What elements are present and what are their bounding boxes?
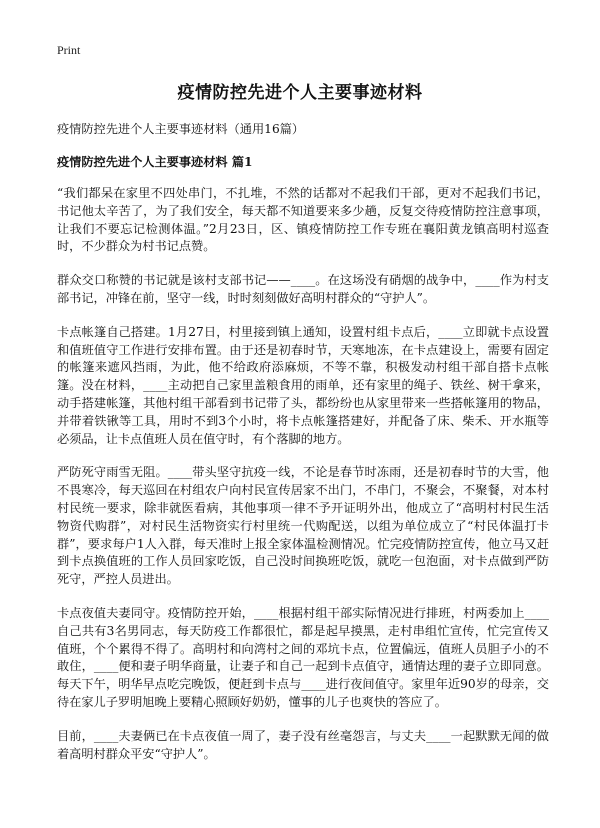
document-body: [57, 185, 549, 779]
paragraph: 卡点帐篷自己搭建。1月27日，村里接到镇上通知，设置村组卡点后，____立即就卡点设置和值班值守工作进行安排布置。由于还是初春时节，天寒地冻，在卡点建设上，需要有固定的帐篷来遮风挡雨，为此，他不给政府添麻烦，不等不靠，积极发动村组干部自搭卡点帐篷。没在材料，____主动把自己家里盖粮食用的雨单，还有家里的绳子、铁丝、树干拿来，动手搭建帐篷，其他村组干部看到书记带了头，都纷纷也从家里带来一些搭帐篷用的物品，并带着铁锹等工具，用时不到3个小时，将卡点帐篷搭建好，并配备了床、柴禾、开水瓶等必须品，让卡点值班人员在值守时，有个落脚的地方。: [57, 324, 549, 446]
paragraph: 目前，____夫妻俩已在卡点夜值一周了，妻子没有丝毫怨言，与丈夫____一起默默无闻的做着高明村群众平安“守护人”。: [57, 728, 549, 761]
paragraph: 严防死守雨雪无阻。____带头坚守抗疫一线，不论是春节时冻雨，还是初春时节的大雪，他不畏寒冷，每天巡回在村组农户向村民宣传居家不出门，不串门，不聚会，不聚餐，对本村村民统一要求，除非就医看病，其他事项一律不予开证明外出，他成立了“高明村村民生活物资代购群”，对村民生活物资实行村里统一代购配送，以组为单位成立了“村民体温打卡群”，要求每户1人入群，每天准时上报全家体温检测情况。忙完疫情防控宣传，他立马又赶到卡点换值班的工作人员回家吃饭，自己没时间换班吃饭，就吃一包泡面，对卡点做到严防死守，严控人员进出。: [57, 465, 549, 587]
document-subtitle: 疫情防控先进个人主要事迹材料（通用16篇）: [57, 122, 305, 136]
print-link[interactable]: Print: [57, 43, 81, 57]
section-heading: 疫情防控先进个人主要事迹材料 篇1: [57, 155, 253, 169]
document-title: 疫情防控先进个人主要事迹材料: [177, 83, 423, 103]
paragraph: 群众交口称赞的书记就是该村支部书记——____。在这场没有硝烟的战争中，____作为村支部书记，冲锋在前，坚守一线，时时刻刻做好高明村群众的“守护人”。: [57, 273, 549, 305]
paragraph: “我们都呆在家里不四处串门，不扎堆，不然的话都对不起我们干部，更对不起我们书记，书记他太辛苦了，为了我们安全，每天都不知道要来多少趟，反复交待疫情防控注意事项，让我们不要忘记检测体温。”2月23日，区、镇疫情防控工作专班在襄阳黄龙镇高明村巡查时，不少群众为村书记点赞。: [57, 186, 549, 254]
paragraph: 卡点夜值夫妻同守。疫情防控开始，____根据村组干部实际情况进行排班，村两委加上____自己共有3名男同志，每天防疫工作都很忙，都是起早摸黑，走村串组忙宣传，忙完宣传又值班，个个累得不得了。高明村和向湾村之间的邓坑卡点，位置偏远，值班人员胆子小的不敢住，____便和妻子明华商量，让妻子和自己一起到卡点值守，通情达理的妻子立即同意。每天下午，明华早点吃完晚饭，便赶到卡点与____进行夜间值守。家里年近90岁的母亲，交待在家儿子罗明旭晚上要精心照顾好奶奶，懂事的儿子也爽快的答应了。: [57, 605, 549, 709]
